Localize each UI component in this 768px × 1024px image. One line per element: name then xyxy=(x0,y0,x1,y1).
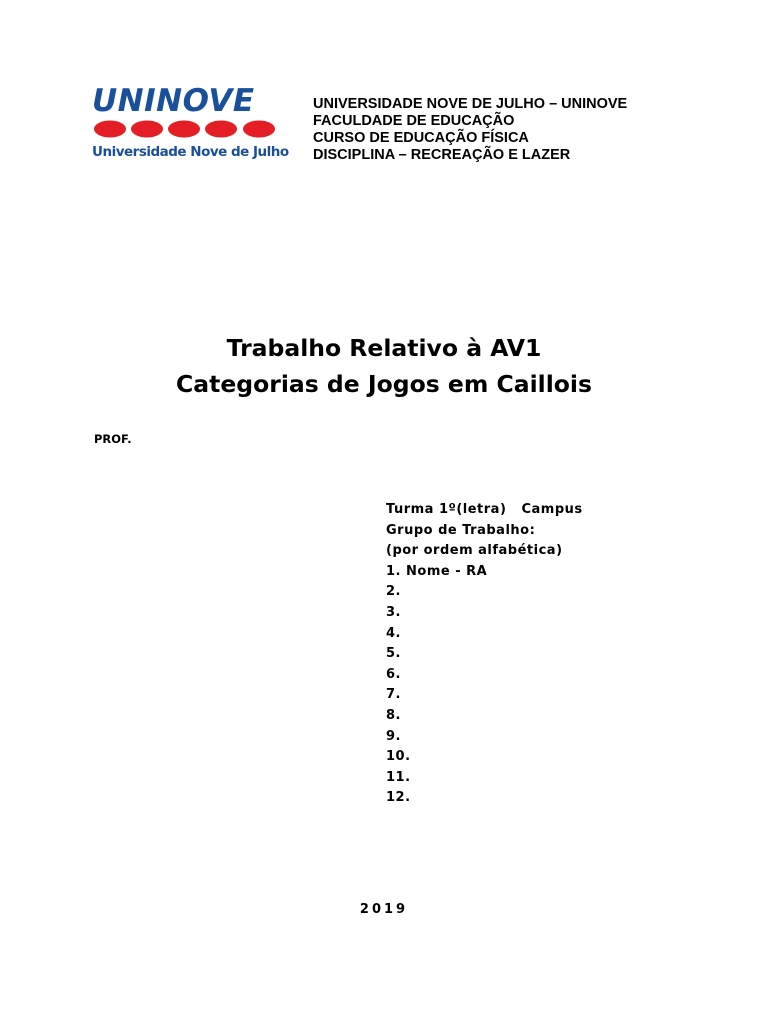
title-line-1: Trabalho Relativo à AV1 xyxy=(226,334,542,362)
title-line-2: Categorias de Jogos em Caillois xyxy=(176,370,592,398)
logo-dot xyxy=(131,121,163,138)
member-line: 11. xyxy=(386,769,411,785)
logo-dot xyxy=(205,121,237,138)
order-note: (por ordem alfabética) xyxy=(386,543,563,559)
prof-label: PROF. xyxy=(94,432,132,446)
member-line: 3. xyxy=(386,604,401,620)
member-line: 2. xyxy=(386,584,401,600)
header-course: CURSO DE EDUCAÇÃO FÍSICA xyxy=(313,130,529,146)
member-line: 8. xyxy=(386,707,401,723)
logo-dot xyxy=(168,121,200,138)
logo-red-dots xyxy=(93,120,277,138)
class-line: Turma 1º(letra) Campus xyxy=(386,502,583,517)
header-university: UNIVERSIDADE NOVE DE JULHO – UNINOVE xyxy=(313,96,628,112)
member-line: 12. xyxy=(386,790,411,806)
work-group-block xyxy=(386,500,583,809)
member-line: 4. xyxy=(386,625,401,641)
uninove-logo xyxy=(92,83,289,166)
logo-dot xyxy=(243,121,275,138)
logo-subtitle: Universidade Nove de Julho xyxy=(92,144,289,160)
logo-dot xyxy=(94,121,126,138)
header-faculty: FACULDADE DE EDUCAÇÃO xyxy=(313,113,515,129)
member-line: 1. Nome - RA xyxy=(386,563,488,579)
document-title xyxy=(0,330,768,402)
member-line: 6. xyxy=(386,666,401,682)
member-line: 7. xyxy=(386,687,401,703)
year: 2019 xyxy=(359,902,409,917)
member-line: 5. xyxy=(386,646,401,662)
member-line: 10. xyxy=(386,749,411,765)
member-line: 9. xyxy=(386,728,401,744)
header-discipline: DISCIPLINA – RECREAÇÃO E LAZER xyxy=(313,147,571,163)
group-label: Grupo de Trabalho: xyxy=(386,522,536,538)
logo-wordmark: UNINOVE xyxy=(92,83,255,119)
institution-header xyxy=(313,96,627,164)
